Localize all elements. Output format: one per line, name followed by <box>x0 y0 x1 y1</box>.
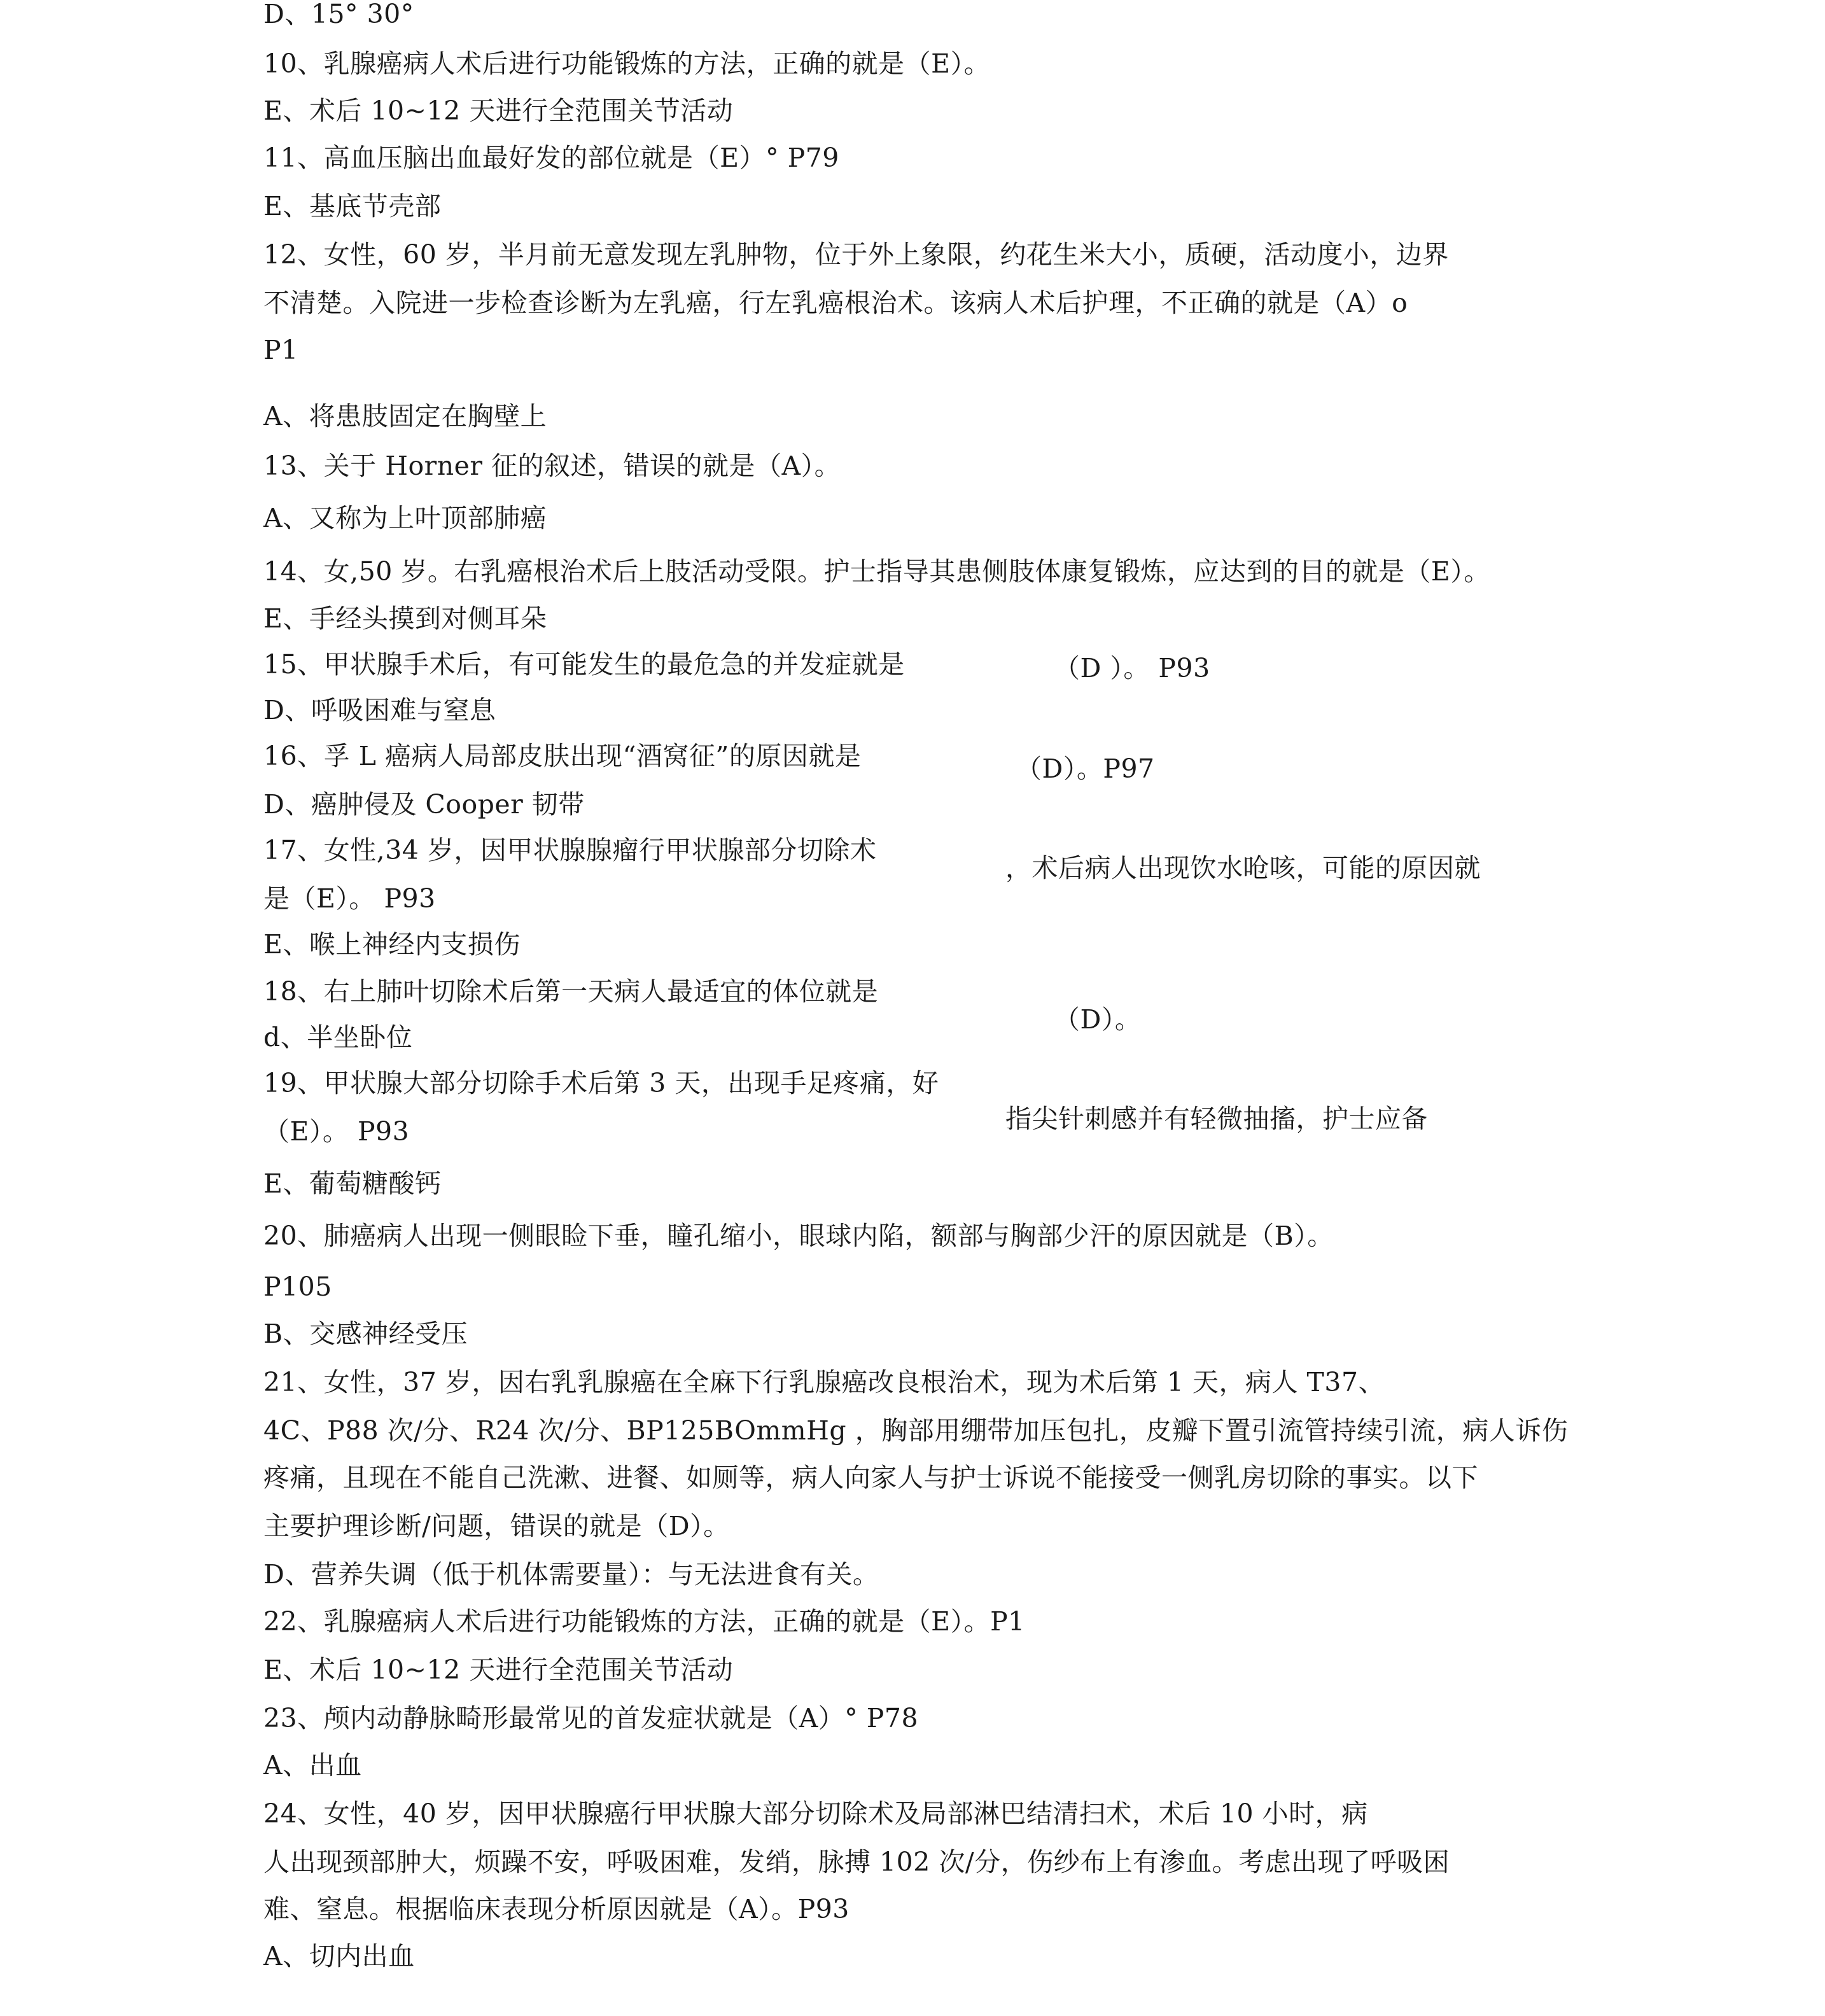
question-line: 疼痛，且现在不能自己洗漱、进餐、如厕等，病人向家人与护士诉说不能接受一侧乳房切除的事实。以下 <box>263 1462 1478 1493</box>
question-line: 21、女性，37 岁，因右乳乳腺癌在全麻下行乳腺癌改良根治术，现为术后第 1 天，病人 T37、 <box>263 1367 1385 1397</box>
answer-line: A、又称为上叶顶部肺癌 <box>263 503 547 533</box>
answer-line: E、喉上神经内支损伤 <box>263 929 521 960</box>
question-line: 主要护理诊断/问题，错误的就是（D）。 <box>263 1511 730 1541</box>
question-line: 难、窒息。根据临床表现分析原因就是（A）。P93 <box>263 1894 850 1924</box>
answer-line: E、术后 10~12 天进行全范围关节活动 <box>263 1655 734 1685</box>
question-line: 13、关于 Horner 征的叙述，错误的就是（A）。 <box>263 451 841 481</box>
question-line-right: （D ）。 P93 <box>1054 653 1210 683</box>
question-line: 23、颅内动静脉畸形最常见的首发症状就是（A）° P78 <box>263 1703 919 1733</box>
question-line: 18、右上肺叶切除术后第一天病人最适宜的体位就是 <box>263 976 879 1007</box>
answer-line: E、基底节壳部 <box>263 191 442 221</box>
question-line: 17、女性,34 岁，因甲状腺腺瘤行甲状腺部分切除术 <box>263 835 877 865</box>
question-line-right: 指尖针刺感并有轻微抽搐，护士应备 <box>1005 1103 1428 1134</box>
answer-line: D、营养失调（低于机体需要量）：与无法进食有关。 <box>263 1559 879 1590</box>
answer-line: B、交感神经受压 <box>263 1319 468 1349</box>
question-line: 20、肺癌病人出现一侧眼睑下垂，瞳孔缩小，眼球内陷，额部与胸部少汗的原因就是（B）。 <box>263 1221 1334 1251</box>
question-line: 19、甲状腺大部分切除手术后第 3 天，出现手足疼痛，好 <box>263 1068 939 1098</box>
answer-line: D、癌肿侵及 Cooper 韧带 <box>263 789 585 820</box>
question-line-right: （D）。P97 <box>1016 753 1155 784</box>
answer-line: D、15° 30° <box>263 0 414 29</box>
page-ref: P105 <box>263 1271 332 1302</box>
question-line: 11、高血压脑出血最好发的部位就是（E）° P79 <box>263 143 839 173</box>
question-line: 是（E）。 P93 <box>263 883 436 914</box>
answer-line: D、呼吸困难与窒息 <box>263 695 496 725</box>
answer-line: A、将患肢固定在胸壁上 <box>263 401 547 431</box>
question-line: 24、女性，40 岁，因甲状腺癌行甲状腺大部分切除术及局部淋巴结清扫术，术后 10 小时，病 <box>263 1798 1368 1829</box>
answer-line: E、手经头摸到对侧耳朵 <box>263 603 547 634</box>
question-line: 16、孚 L 癌病人局部皮肤出现“酒窝征”的原因就是 <box>263 741 862 771</box>
answer-line: E、术后 10~12 天进行全范围关节活动 <box>263 95 734 126</box>
answer-line: A、切内出血 <box>263 1941 415 1971</box>
question-line: 4C、P88 次/分、R24 次/分、BP125BOmmHg ，胸部用绷带加压包扎，皮瓣下置引流管持续引流，病人诉伤 <box>263 1415 1569 1446</box>
page-ref: P1 <box>263 335 298 365</box>
question-line-right: ，术后病人出现饮水呛咳，可能的原因就 <box>1005 853 1481 883</box>
answer-line: d、半坐卧位 <box>263 1022 413 1053</box>
question-line: 22、乳腺癌病人术后进行功能锻炼的方法，正确的就是（E）。P1 <box>263 1606 1025 1637</box>
answer-line: E、葡萄糖酸钙 <box>263 1168 442 1199</box>
answer-line: A、出血 <box>263 1750 362 1781</box>
question-line: （E）。 P93 <box>263 1116 410 1147</box>
question-line: 不清楚。入院进一步检查诊断为左乳癌，行左乳癌根治术。该病人术后护理，不正确的就是（A）o <box>263 288 1408 318</box>
question-line: 12、女性，60 岁，半月前无意发现左乳肿物，位于外上象限，约花生米大小，质硬，活动度小，边界 <box>263 239 1449 270</box>
question-line: 10、乳腺癌病人术后进行功能锻炼的方法，正确的就是（E）。 <box>263 48 991 79</box>
question-line-right: （D）。 <box>1054 1004 1142 1035</box>
question-line: 人出现颈部肿大，烦躁不安，呼吸困难，发绡，脉搏 102 次/分，伤纱布上有渗血。考虑出现了呼吸困 <box>263 1847 1450 1877</box>
question-line: 14、女,50 岁。右乳癌根治术后上肢活动受限。护士指导其患侧肢体康复锻炼，应达到的目的就是（E）。 <box>263 556 1490 587</box>
question-line: 15、甲状腺手术后，有可能发生的最危急的并发症就是 <box>263 649 905 680</box>
